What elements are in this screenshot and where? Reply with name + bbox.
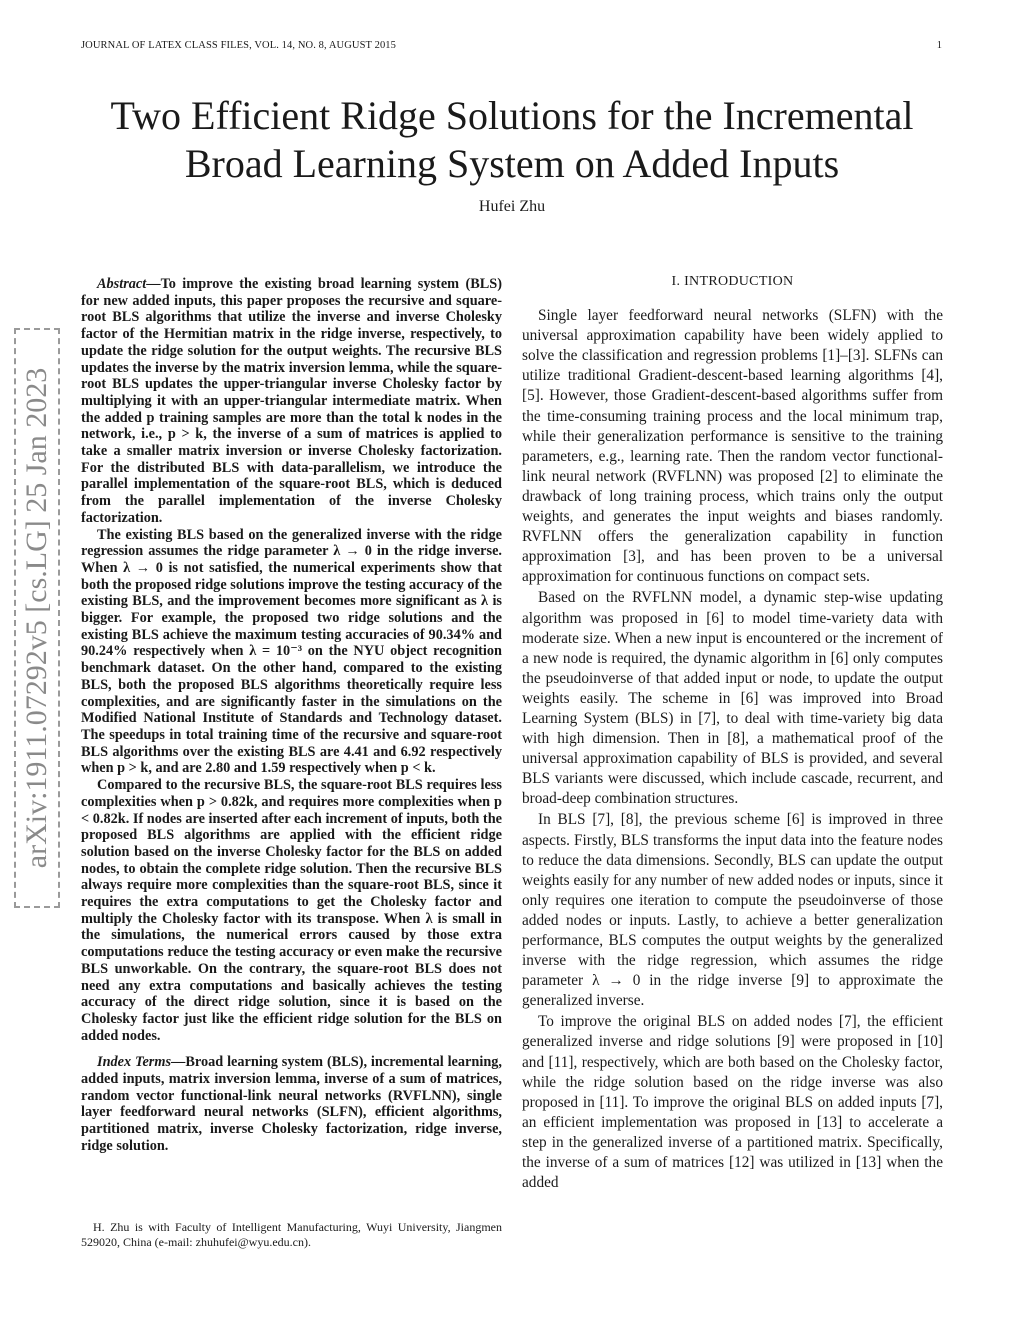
- abstract-text-1: —To improve the existing broad learning system (BLS) for new added inputs, this paper proposes the recursive and square-root BLS algorithms that utilize the inverse and inverse Cholesky factor of the Hermitian matrix in the ridge inverse, respectively, to update the ridge solution for the output weights. The recursive BLS updates the inverse by the matrix inversion lemma, while the square-root BLS updates the upper-triangular inverse Cholesky factor by multiplying it with an upper-triangular intermediate matrix. When the added p training samples are more than the total k nodes in the network, i.e., p > k, the inverse of a sum of matrices is applied to take a smaller matrix inversion or inverse Cholesky factorization. For the distributed BLS with data-parallelism, we introduce the parallel implementation of the square-root BLS, which is deduced from the parallel implementation of the inverse Cholesky factorization.: [81, 276, 502, 526]
- running-header: JOURNAL OF LATEX CLASS FILES, VOL. 14, NO. 8, AUGUST 2015: [81, 40, 396, 51]
- page-number: 1: [936, 40, 942, 51]
- intro-paragraph-3: In BLS [7], [8], the previous scheme [6] is improved in three aspects. Firstly, BLS transforms the input data into the feature nodes to reduce the data dimensions. Secondly, BLS can update the output weights easily for any number of new added nodes or inputs, since it only requires one iteration to compute the pseudoinverse of those added nodes or inputs. Lastly, to achieve a better generalization performance, BLS computes the output weights by the generalized inverse with the ridge regression, which assumes the ridge parameter λ → 0 in the ridge inverse [9] to approximate the generalized inverse.: [522, 811, 943, 1010]
- author-name: Hufei Zhu: [478, 198, 546, 215]
- author-footnote: H. Zhu is with Faculty of Intelligent Manufacturing, Wuyi University, Jiangmen 529020, China (e-mail: zhuhufei@wyu.edu.cn).: [81, 1220, 502, 1249]
- index-terms-label: Index Terms: [97, 1054, 172, 1071]
- abstract-label: Abstract: [97, 276, 147, 292]
- index-terms-text: —Broad learning system (BLS), incremental learning, added inputs, matrix inversion lemma, inverse of a sum of matrices, random vector functional-link neural networks (RVFLNN), single layer feedforward neural networks (SLFN), efficient algorithms, partitioned matrix, inverse Cholesky factorization, ridge inverse, ridge solution.: [81, 1054, 502, 1154]
- index-terms: [81, 1054, 502, 1154]
- section-heading-introduction: I. INTRODUCTION: [671, 274, 794, 289]
- left-column: [81, 276, 502, 1155]
- arxiv-stamp: [14, 328, 60, 908]
- abstract-paragraph-1: [81, 276, 502, 527]
- arxiv-stamp-text: arXiv:1911.07292v5 [cs.LG] 25 Jan 2023: [20, 367, 53, 869]
- intro-paragraph-1: Single layer feedforward neural networks (SLFN) with the universal approximation capability have been widely applied to solve the classification and regression problems [1]–[3]. SLFNs can utilize traditional Gradient-descent-based learning algorithms [4], [5]. However, those Gradient-descent-based algorithms suffer from the time-consuming training process and the local minimum trap, while their generalization performance is sensitive to the training parameters, e.g., learning rate. Then the random vector functional-link neural network (RVFLNN) was proposed [2] to eliminate the drawback of long training process, which trains only the output weights, and generates the input weights and biases randomly. RVFLNN offers the generalization capability in function approximation [3], and has been proven to be a universal approximation for continuous functions on compact sets.: [522, 307, 943, 586]
- abstract-paragraph-2: The existing BLS based on the generalized inverse with the ridge regression assumes the ridge parameter λ → 0 in the ridge inverse. When λ → 0 is not satisfied, the numerical experiments show that both the proposed ridge solutions improve the testing accuracy of the existing BLS, and the improvement becomes more significant as λ is bigger. For example, the proposed two ridge solutions and the existing BLS achieve the maximum testing accuracies of 90.34% and 90.24% respectively when λ = 10⁻³ on the NYU object recognition benchmark dataset. On the other hand, compared to the existing BLS, both the proposed BLS algorithms theoretically require less complexities, and are significantly faster in the simulations on the Modified National Institute of Standards and Technology dataset. The speedups in total training time of the recursive and square-root BLS algorithms over the existing BLS are 4.41 and 6.92 respectively when p > k, and are 2.80 and 1.59 respectively when p < k.: [81, 526, 502, 777]
- paper-title: Two Efficient Ridge Solutions for the Incremental Broad Learning System on Added Inputs: [110, 93, 914, 186]
- intro-paragraph-2: Based on the RVFLNN model, a dynamic step-wise updating algorithm was proposed in [6] to model time-variety data with moderate size. When a new input is encountered or the increment of a new node is required, the dynamic algorithm in [6] only computes the pseudoinverse of that added input or node, to update the output weights easily. The scheme in [6] was improved into Broad Learning System (BLS) in [7], to deal with time-variety big data with high dimension. Then in [8], a mathematical proof of the universal approximation capability of BLS is provided, and several BLS variants were discussed, which include cascade, recurrent, and broad-deep combination structures.: [522, 589, 943, 808]
- abstract-paragraph-3: Compared to the recursive BLS, the square-root BLS requires less complexities when p > 0.82k, and requires more complexities when p < 0.82k. If nodes are inserted after each increment of inputs, both the proposed BLS algorithms are applied with the efficient ridge solution based on the inverse Cholesky factor for the BLS on added nodes, to obtain the complete ridge solution. Then the recursive BLS always require more complexities than the square-root BLS, since it requires the extra computations to get the Cholesky factor and multiply the Cholesky factor with its transpose. When λ is small in the simulations, the numerical errors caused by those extra computations reduce the testing accuracy or even make the recursive BLS unworkable. On the contrary, the square-root BLS does not need any extra computations and basically achieves the testing accuracy of the direct ridge solution, since it is based on the Cholesky factor just like the efficient ridge solution for the BLS on added nodes.: [81, 777, 502, 1044]
- intro-paragraph-4: To improve the original BLS on added nodes [7], the efficient generalized inverse and ridge solutions [9] were proposed in [10] and [11], respectively, which are both based on the Cholesky factor, while the ridge solution based on the ridge inverse was also proposed in [11]. To improve the original BLS on added inputs [7], an efficient implementation was proposed in [13] to accelerate a step in the generalized inverse of a partitioned matrix. Specifically, the inverse of a sum of matrices [12] was utilized in [13] when the added: [522, 1013, 943, 1192]
- right-column: [522, 272, 943, 1193]
